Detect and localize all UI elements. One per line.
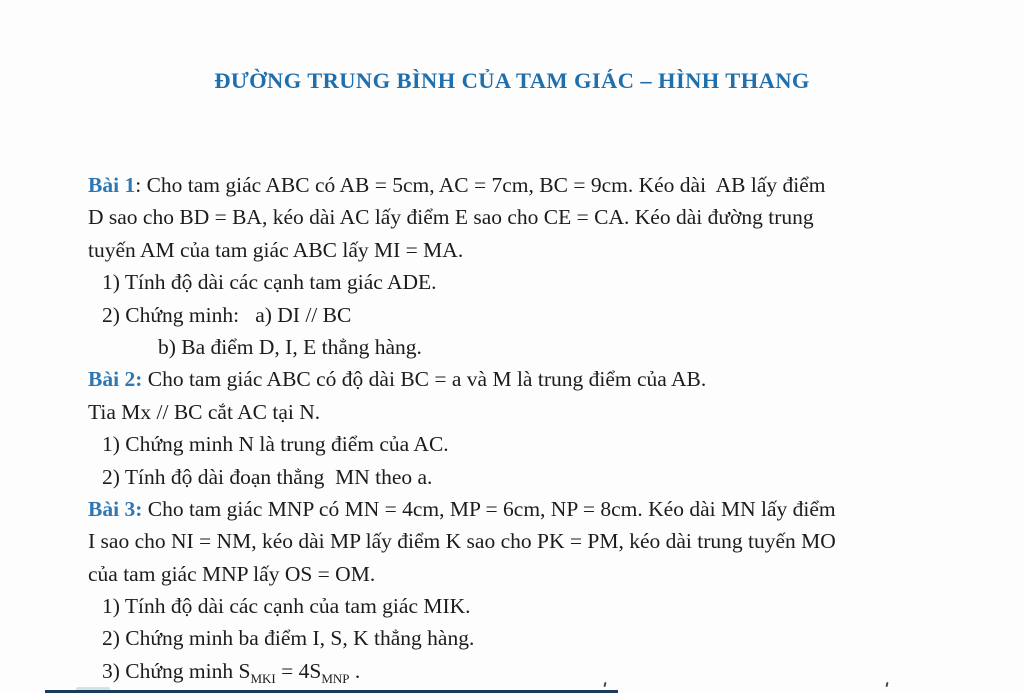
exercise-1-label: Bài 1 — [88, 173, 136, 197]
exercise-1-item-2: 2) Chứng minh: a) DI // BC — [102, 302, 352, 327]
exercise-3-item-3-equation: = 4S — [275, 658, 322, 683]
exercise-2-item-2: 2) Tính độ dài đoạn thẳng MN theo a. — [102, 464, 433, 489]
exercise-3-intro-line-1 — [88, 493, 968, 525]
exercise-1-intro-line-3: tuyến AM của tam giác ABC lấy MI = MA. — [88, 237, 464, 262]
exercise-1-intro-line-1 — [88, 169, 968, 201]
exercise-3-intro-text-1: Cho tam giác MNP có MN = 4cm, MP = 6cm, NP = 8cm. Kéo dài MN lấy điểm — [142, 496, 836, 521]
exercise-1-item-2b: b) Ba điểm D, I, E thẳng hàng. — [158, 334, 422, 359]
exercise-3-item-3-subscript-mki: MKI — [250, 670, 276, 686]
exercise-3-label: Bài 3: — [88, 496, 143, 521]
exercise-3-item-3-period: . — [349, 658, 361, 683]
exercise-3-item-3-text: 3) Chứng minh S — [102, 658, 251, 683]
exercise-1-intro-text-1: Cho tam giác ABC có AB = 5cm, AC = 7cm, BC = 9cm. Kéo dài AB lấy điểm — [141, 173, 826, 197]
exercise-3-item-3 — [88, 655, 968, 687]
exercise-3-item-2: 2) Chứng minh ba điểm I, S, K thẳng hàng. — [102, 626, 475, 651]
exercise-3-item-3-subscript-mnp: MNP — [321, 670, 350, 686]
document-body — [88, 169, 968, 687]
exercise-3-item-1: 1) Tính độ dài các cạnh của tam giác MIK. — [102, 594, 471, 619]
exercise-2-intro-line-2: Tia Mx // BC cắt AC tại N. — [88, 399, 321, 424]
exercise-1-intro-line-2: D sao cho BD = BA, kéo dài AC lấy điểm E sao cho CE = CA. Kéo dài đường trung — [88, 205, 814, 230]
exercise-3-intro-line-3: của tam giác MNP lấy OS = OM. — [88, 561, 376, 586]
exercise-2-intro-text-1: Cho tam giác ABC có độ dài BC = a và M là trung điểm của AB. — [142, 367, 707, 392]
exercise-3-intro-line-2: I sao cho NI = NM, kéo dài MP lấy điểm K sao cho PK = PM, kéo dài trung tuyến MO — [88, 529, 836, 554]
exercise-2-label: Bài 2: — [88, 367, 143, 392]
document-title: ĐƯỜNG TRUNG BÌNH CỦA TAM GIÁC – HÌNH THANG — [214, 68, 810, 93]
exercise-1-colon: : — [135, 173, 142, 197]
exercise-1-item-1: 1) Tính độ dài các cạnh tam giác ADE. — [102, 270, 437, 295]
exercise-2-intro-line-1 — [88, 363, 968, 395]
exercise-2-item-1: 1) Chứng minh N là trung điểm của AC. — [102, 432, 449, 457]
